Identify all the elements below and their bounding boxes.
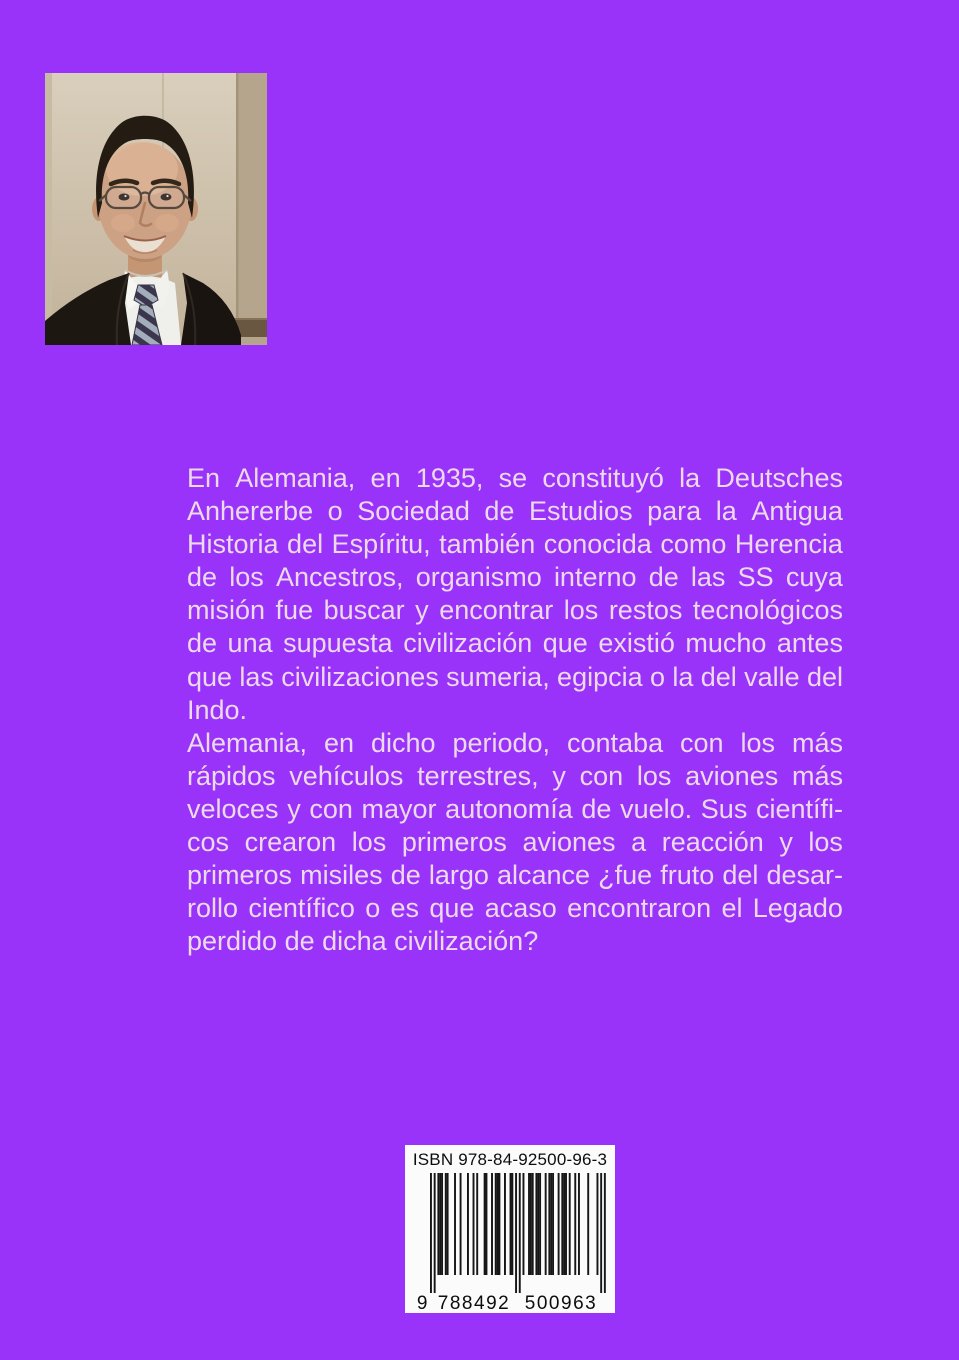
author-photo-illustration <box>45 73 267 345</box>
blurb-line: Indo. <box>187 694 248 725</box>
barcode-bars <box>430 1173 606 1293</box>
barcode-digits-right: 500963 <box>524 1293 598 1313</box>
blurb-line: rápidos vehículos terrestres, y con los aviones más <box>187 760 843 791</box>
isbn-barcode-box <box>405 1145 615 1313</box>
blurb-line: primeros misiles de largo alcance ¿fue fruto del desar- <box>187 860 843 891</box>
blurb-line: cos crearon los primeros aviones a reacción y los <box>187 827 843 858</box>
ean13-barcode <box>410 1171 610 1313</box>
blurb-line: misión fue buscar y encontrar los restos tecnológicos <box>187 595 843 626</box>
blurb-line: de una supuesta civilización que existió mucho antes <box>187 628 843 659</box>
barcode-digit-first: 9 <box>416 1293 428 1313</box>
blurb-line: Historia del Espíritu, también conocida como Herencia <box>187 529 843 560</box>
blurb-line: veloces y con mayor autonomía de vuelo. Sus científi- <box>187 793 843 824</box>
author-photo <box>45 73 267 345</box>
blurb-line: Alemania, en dicho periodo, contaba con los más <box>187 727 843 758</box>
blurb-text <box>187 462 843 958</box>
isbn-label: ISBN 978-84-92500-96-3 <box>412 1150 608 1169</box>
blurb-line: de los Ancestros, organismo interno de las SS cuya <box>187 562 843 593</box>
blurb-line: En Alemania, en 1935, se constituyó la Deutsches <box>187 463 843 493</box>
blurb-line: rollo científico o es que acaso encontraron el Legado <box>187 893 843 924</box>
blurb-line: que las civilizaciones sumeria, egipcia o la del valle del <box>187 661 843 692</box>
barcode-digits-left: 788492 <box>437 1293 511 1313</box>
blurb-line: Anhererbe o Sociedad de Estudios para la Antigua <box>187 496 843 527</box>
blurb-line: perdido de dicha civilización? <box>187 926 539 957</box>
